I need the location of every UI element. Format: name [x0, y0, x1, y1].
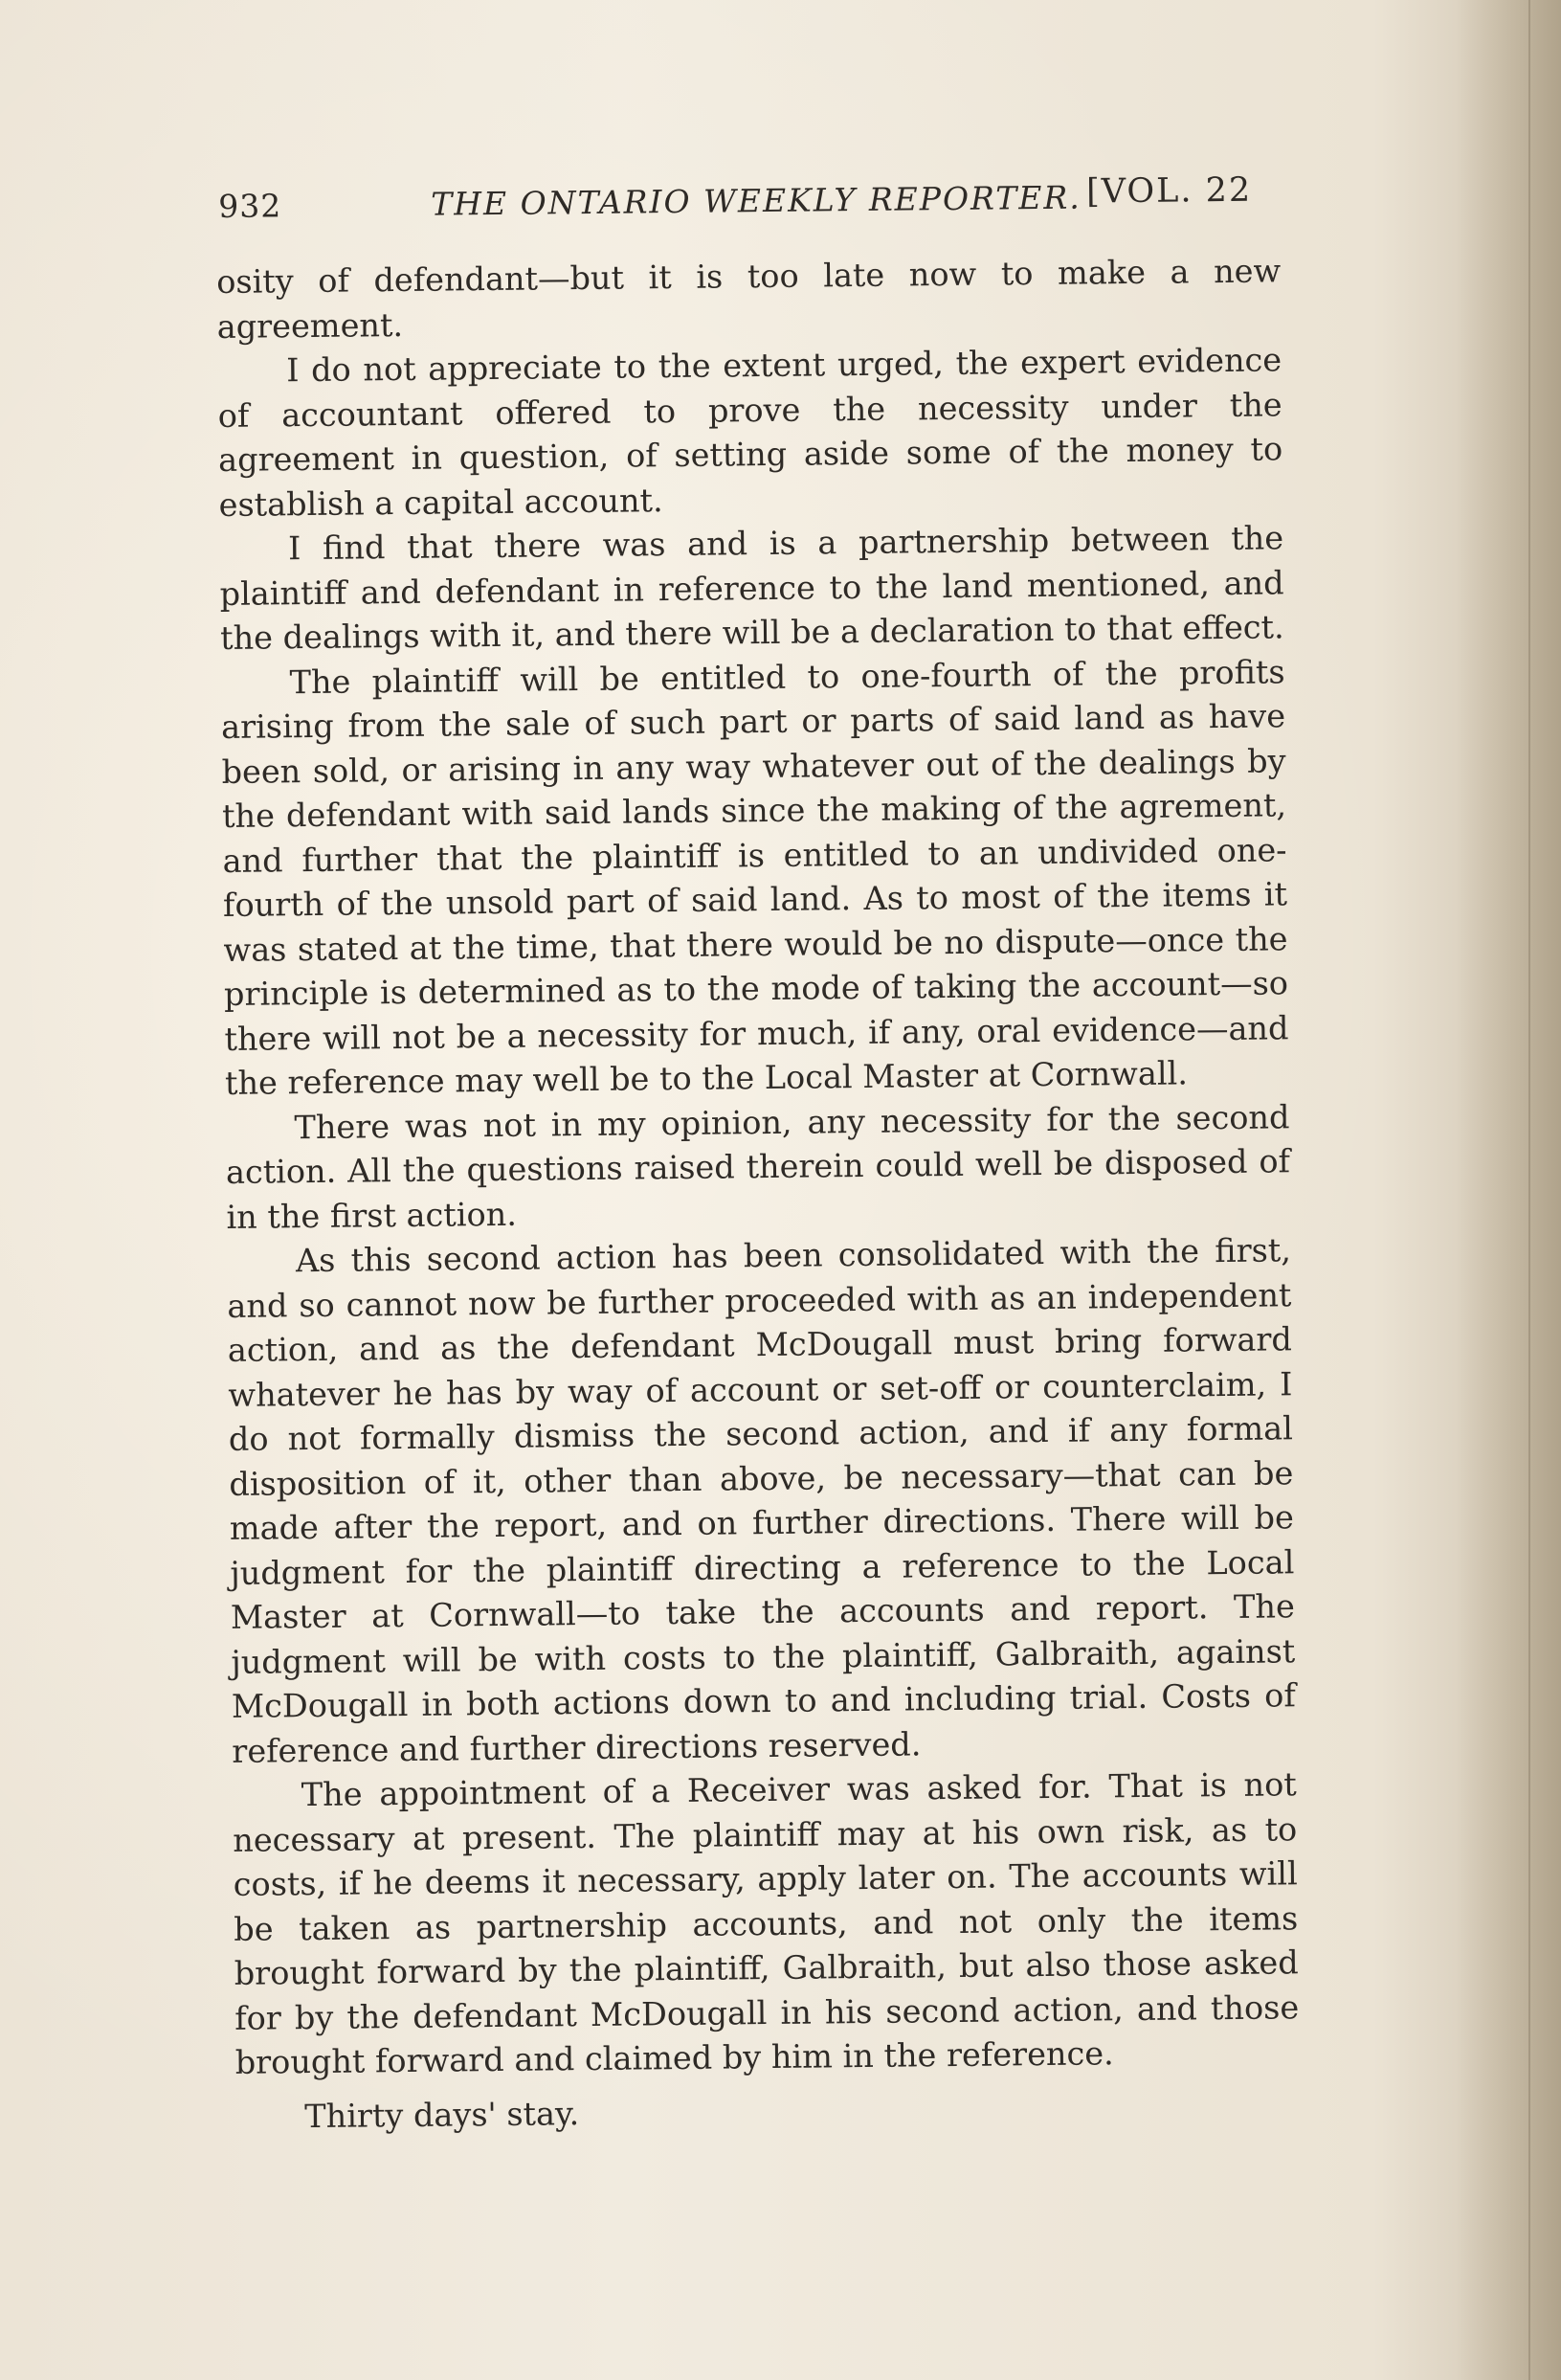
- paragraph-continuation: osity of defendant—but it is too late now to make a new agreement.: [216, 252, 1282, 346]
- paragraph-stay: Thirty days' stay.: [304, 2094, 580, 2135]
- paragraph-consolidation: As this second action has been consolidated with the first, and so cannot now be further proceeded with as an independent action, and as the defendant McDougall must bring forward whatever he has by way of account or set-off or counterclaim, I do not formally dismiss the second action, and if any formal disposition of it, other than above, be necessary—that can be made after the report, and on further directions. There will be judgment for the plaintiff directing a reference to the Local Master at Cornwall—to take the accounts and report. The judgment will be with costs to the plaintiff, Galbraith, against McDougall in both actions down to and including trial. Costs of reference and further directions reserved.: [227, 1231, 1296, 1770]
- paragraph-partnership-finding: I find that there was and is a partnership between the plaintiff and defendant in reference to the land mentioned, and the dealings with it, and there will be a declaration to that effect.: [219, 519, 1284, 657]
- volume-label: [VOL. 22: [1085, 170, 1253, 212]
- running-header: [218, 171, 1253, 239]
- paragraph-plaintiff-entitlement: The plaintiff will be entitled to one-fourth of the profits arising from the sale of such part or parts of said land as have been sold, or arising in any way whatever out of the dealings by the defendant with said lands since the making of the agrement, and further that the plaintiff is entitled to an undivided one-fourth of the unsold part of said land. As to most of the items it was stated at the time, that there would be no dispute—once the principle is determined as to the mode of taking the account—so there will not be a necessity for much, if any, oral evidence—and the reference may well be to the Local Master at Cornwall.: [220, 652, 1289, 1102]
- running-title: THE ONTARIO WEEKLY REPORTER.: [431, 178, 1082, 223]
- page-edge-line: [1528, 0, 1530, 2380]
- paragraph-expert-evidence: I do not appreciate to the extent urged, the expert evidence of accountant offered to prove the necessity under the agreement in question, of setting aside some of the money to establish a capital account.: [217, 341, 1283, 524]
- paragraph-second-action: There was not in my opinion, any necessity for the second action. All the questions raised therein could well be disposed of in the first action.: [225, 1097, 1291, 1236]
- body-text: [216, 249, 1300, 2140]
- page-edge-shadow: [1456, 0, 1561, 2380]
- page-number: 932: [218, 187, 282, 225]
- paragraph-receiver: The appointment of a Receiver was asked for. That is not necessary at present. The plaintiff may at his own risk, as to costs, if he deems it necessary, apply later on. The accounts will be taken as partnership accounts, and not only the items brought forward by the plaintiff, Galbraith, but also those asked for by the defendant McDougall in his second action, and those brought forward and claimed by him in the reference.: [233, 1765, 1300, 2081]
